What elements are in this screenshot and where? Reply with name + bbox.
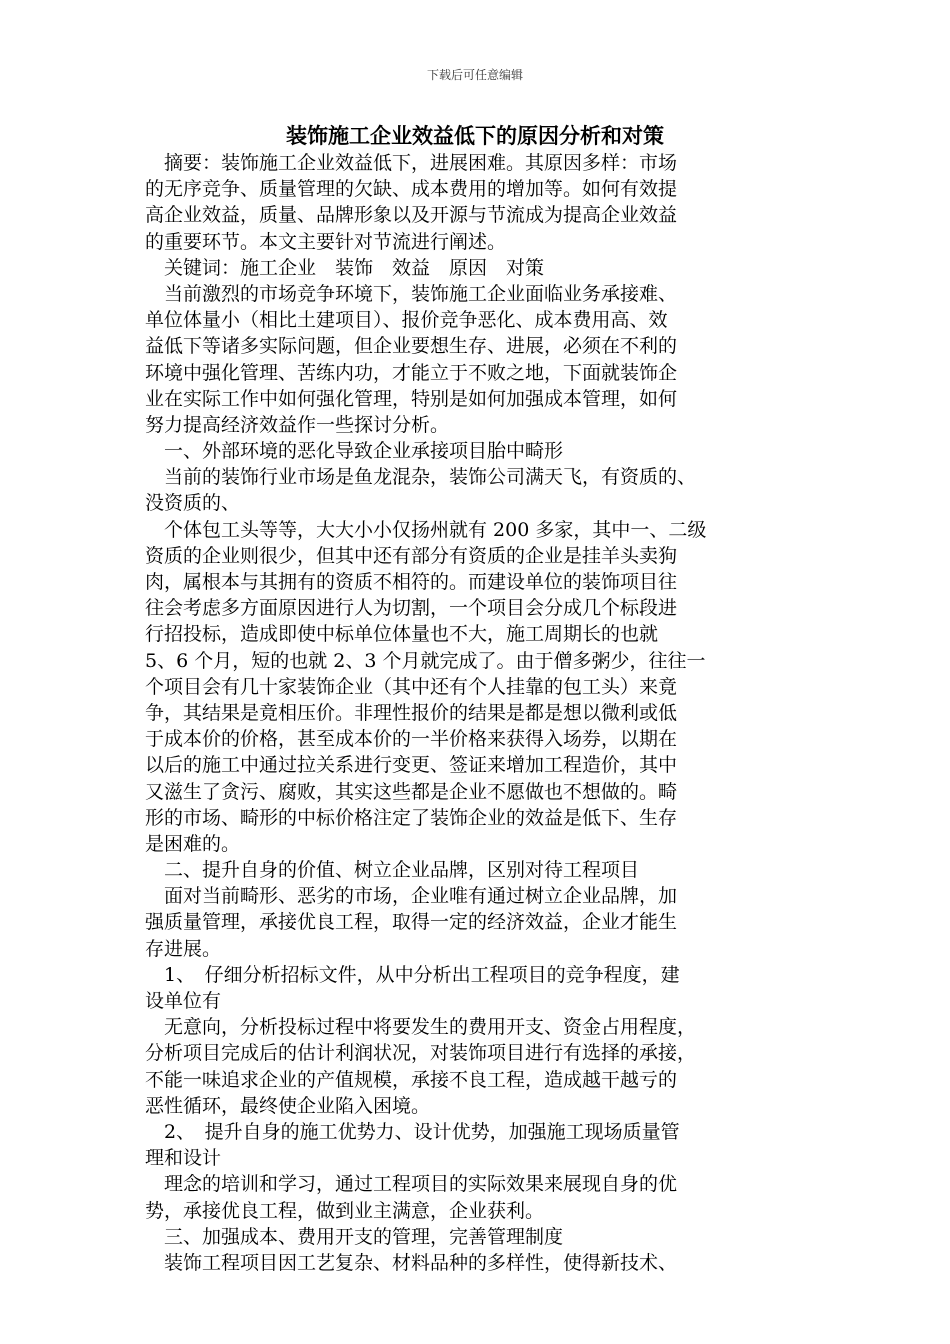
text-line: 的重要环节。本文主要针对节流进行阐述。 xyxy=(145,230,507,253)
text-line: 肉，属根本与其拥有的资质不相符的。而建设单位的装饰项目往 xyxy=(145,571,678,593)
text-line: 装饰工程项目因工艺复杂、材料品种的多样性，使得新技术、 xyxy=(145,1251,678,1274)
text-line: 的无序竞争、质量管理的欠缺、成本费用的增加等。如何有效提 xyxy=(145,178,678,201)
text-line: 往会考虑多方面原因进行人为切割，一个项目会分成几个标段进 xyxy=(145,597,678,620)
text-line: 1、 仔细分析招标文件，从中分析出工程项目的竞争程度，建 xyxy=(145,963,680,986)
text-line: 当前的装饰行业市场是鱼龙混杂，装饰公司满天飞，有资质的、 xyxy=(145,466,697,489)
text-line: 分析项目完成后的估计利润状况，对装饰项目进行有选择的承接， xyxy=(145,1042,697,1065)
text-line: 资质的企业则很少，但其中还有部分有资质的企业是挂羊头卖狗 xyxy=(145,544,678,567)
text-line: 不能一味追求企业的产值规模，承接不良工程，造成越干越亏的 xyxy=(145,1068,678,1091)
text-line: 争，其结果是竟相压价。非理性报价的结果是都是想以微利或低 xyxy=(145,701,678,724)
text-line: 又滋生了贪污、腐败，其实这些都是企业不愿做也不想做的。畸 xyxy=(145,780,678,803)
text-line: 理和设计 xyxy=(145,1147,222,1170)
text-line: 势，承接优良工程，做到业主满意，企业获利。 xyxy=(145,1199,545,1222)
text-line: 当前激烈的市场竞争环境下，装饰施工企业面临业务承接难、 xyxy=(145,282,678,305)
text-line: 行招投标，造成即使中标单位体量也不大，施工周期长的也就 xyxy=(145,623,659,646)
text-line: 益低下等诸多实际问题，但企业要想生存、进展，必须在不利的 xyxy=(145,335,678,358)
text-line: 摘要：装饰施工企业效益低下，进展困难。其原因多样：市场 xyxy=(145,152,678,174)
text-line: 是困难的。 xyxy=(145,832,241,855)
document-body xyxy=(145,150,805,1276)
text-line: 单位体量小（相比土建项目）、报价竞争恶化、成本费用高、效 xyxy=(145,309,668,332)
text-line: 存进展。 xyxy=(145,937,222,960)
text-line: 个项目会有几十家装饰企业（其中还有个人挂靠的包工头）来竟 xyxy=(145,675,678,698)
document-title: 装饰施工企业效益低下的原因分析和对策 xyxy=(286,123,664,148)
text-line: 强质量管理，承接优良工程，取得一定的经济效益，企业才能生 xyxy=(145,911,678,934)
page-header: 下载后可任意编辑 xyxy=(426,68,523,82)
text-line: 业在实际工作中如何强化管理，特别是如何加强成本管理，如何 xyxy=(145,387,678,410)
text-line: 设单位有 xyxy=(145,990,222,1012)
text-line: 面对当前畸形、恶劣的市场，企业唯有通过树立企业品牌，加 xyxy=(145,885,678,908)
text-line: 环境中强化管理、苦练内功，才能立于不败之地，下面就装饰企 xyxy=(145,361,678,384)
text-line: 以后的施工中通过拉关系进行变更、签证来增加工程造价，其中 xyxy=(145,754,678,777)
text-line: 2、 提升自身的施工优势力、设计优势，加强施工现场质量管 xyxy=(145,1120,680,1143)
text-line: 于成本价的价格，甚至成本价的一半价格来获得入场券，以期在 xyxy=(145,728,678,751)
text-line: 5、6 个月，短的也就 2、3 个月就完成了。由于僧多粥少，往往一 xyxy=(145,649,706,672)
text-line: 理念的培训和学习，通过工程项目的实际效果来展现自身的优 xyxy=(145,1173,678,1196)
text-line: 关键词：施工企业 装饰 效益 原因 对策 xyxy=(145,256,545,279)
text-line: 没资质的、 xyxy=(145,492,241,515)
text-line: 高企业效益，质量、品牌形象以及开源与节流成为提高企业效益 xyxy=(145,204,678,227)
text-line: 形的市场、畸形的中标价格注定了装饰企业的效益是低下、生存 xyxy=(145,806,678,829)
text-line: 一、外部环境的恶化导致企业承接项目胎中畸形 xyxy=(145,440,564,463)
text-line: 努力提高经济效益作一些探讨分析。 xyxy=(145,413,450,436)
text-line: 三、加强成本、费用开支的管理，完善管理制度 xyxy=(145,1225,564,1248)
text-line: 恶性循环，最终使企业陷入困境。 xyxy=(145,1094,431,1117)
text-line: 二、提升自身的价值、树立企业品牌，区别对待工程项目 xyxy=(145,859,640,882)
text-line: 无意向，分析投标过程中将要发生的费用开支、资金占用程度， xyxy=(145,1016,697,1039)
text-line: 个体包工头等等，大大小小仅扬州就有 200 多家，其中一、二级 xyxy=(145,518,707,541)
